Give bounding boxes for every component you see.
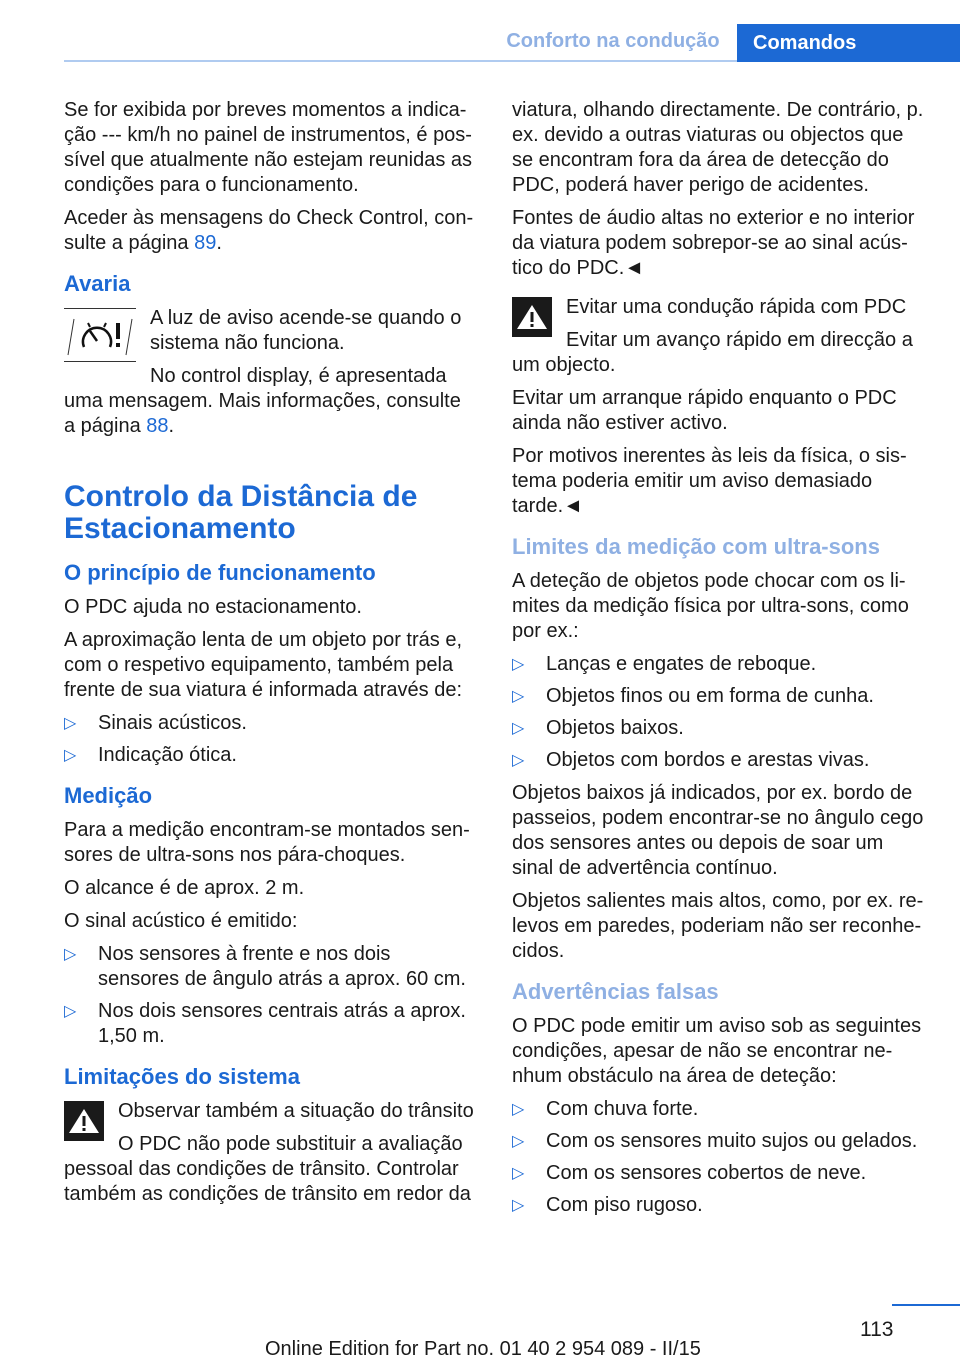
paragraph: A deteção de objetos pode chocar com os li-mites da medição física por ultra-sons, como por ex.: [512, 570, 909, 642]
paragraph: Para a medição encontram-se montados sen-sores de ultra-sons nos pára-choques. [64, 819, 470, 866]
list-item: ▷ Lanças e engates de reboque. [512, 653, 817, 675]
medicao-list [64, 942, 476, 1049]
page-number: 113 [860, 1318, 894, 1341]
heading-medicao: Medição [64, 783, 153, 808]
chapter-title: Controlo da Distância de Estacionamento [64, 480, 418, 545]
list-item: ▷ Nos dois sensores centrais atrás a aprox. 1,50 m. [64, 1000, 466, 1047]
bullet-triangle-icon: ▷ [512, 1101, 525, 1118]
limites-list [512, 652, 928, 773]
paragraph: No control display, é apresentada uma mensagem. Mais informações, consulte a página 88. [64, 365, 461, 437]
bullet-triangle-icon: ▷ [512, 1197, 525, 1214]
page-link-89[interactable]: 89 [194, 232, 217, 254]
pdc-warning-indicator-icon [64, 308, 136, 362]
list-item: ▷ Com os sensores muito sujos ou gelados. [512, 1130, 918, 1152]
avaria-icon-note: A luz de aviso acende-se quando o sistema não funciona. [150, 307, 462, 354]
heading-limites: Limites da medição com ultra-sons [512, 534, 880, 559]
bullet-triangle-icon: ▷ [512, 656, 525, 673]
warning-block [512, 295, 928, 386]
list-item: ▷ Com os sensores cobertos de neve. [512, 1162, 867, 1184]
list-item: ▷ Objetos com bordos e arestas vivas. [512, 749, 870, 771]
left-column [64, 98, 476, 1215]
paragraph: Por motivos inerentes às leis da física, o sis-tema poderia emitir um aviso demasiado tarde.◄ [512, 445, 907, 517]
warning-triangle-icon [64, 1101, 104, 1141]
header-chapter-tab: Comandos [737, 24, 960, 62]
bullet-triangle-icon: ▷ [64, 715, 77, 732]
bullet-triangle-icon: ▷ [512, 752, 525, 769]
bullet-triangle-icon: ▷ [512, 688, 525, 705]
heading-limitacoes: Limitações do sistema [64, 1064, 300, 1089]
avaria-block [64, 306, 476, 447]
paragraph: Objetos salientes mais altos, como, por ex. re-levos em paredes, poderiam não ser reconhe-cidos. [512, 890, 924, 962]
paragraph: O sinal acústico é emitido: [64, 910, 298, 932]
paragraph: Evitar um arranque rápido enquanto o PDC ainda não estiver activo. [512, 387, 897, 434]
footer-rule [892, 1304, 960, 1306]
principio-list [64, 711, 476, 768]
paragraph: O PDC ajuda no estacionamento. [64, 596, 362, 618]
falsas-list [512, 1097, 928, 1218]
bullet-triangle-icon: ▷ [64, 1003, 77, 1020]
heading-falsas: Advertências falsas [512, 979, 719, 1004]
paragraph: Fontes de áudio altas no exterior e no interior da viatura podem sobrepor-se ao sinal acús-tico do PDC.◄ [512, 207, 915, 279]
right-column [512, 98, 928, 1226]
warning-block [64, 1099, 476, 1215]
header-rule [64, 60, 960, 62]
list-item: ▷ Com chuva forte. [512, 1098, 699, 1120]
warning-title: Evitar uma condução rápida com PDC [566, 296, 907, 318]
paragraph: Aceder às mensagens do Check Control, con-sulte a página 89. [64, 207, 474, 254]
heading-avaria: Avaria [64, 271, 131, 296]
warning-body: Evitar um avanço rápido em direcção a um objecto. [512, 329, 913, 376]
page-link-88[interactable]: 88 [146, 415, 169, 437]
footer-edition: Online Edition for Part no. 01 40 2 954 089 - II/15 [265, 1338, 701, 1360]
list-item: ▷ Objetos finos ou em forma de cunha. [512, 685, 874, 707]
list-item: ▷ Com piso rugoso. [512, 1194, 703, 1216]
bullet-triangle-icon: ▷ [64, 747, 77, 764]
heading-principio: O princípio de funcionamento [64, 560, 376, 585]
bullet-triangle-icon: ▷ [512, 1165, 525, 1182]
warning-body: O PDC não pode substituir a avaliação pessoal das condições de trânsito. Controlar também as condições de trânsito em redor da [64, 1133, 471, 1205]
list-item: ▷ Nos sensores à frente e nos dois sensores de ângulo atrás a aprox. 60 cm. [64, 943, 466, 990]
warning-triangle-icon [512, 297, 552, 337]
list-item: ▷ Objetos baixos. [512, 717, 684, 739]
paragraph: A aproximação lenta de um objeto por trás e, com o respetivo equipamento, também pela frente de sua viatura é informada através de: [64, 629, 463, 701]
paragraph: O alcance é de aprox. 2 m. [64, 877, 305, 899]
paragraph: viatura, olhando directamente. De contrário, p. ex. devido a outras viaturas ou objectos que se encontram fora da área de detecção do PDC, poderá haver perigo de acidentes. [512, 99, 924, 196]
bullet-triangle-icon: ▷ [512, 720, 525, 737]
list-item: ▷ Sinais acústicos. [64, 712, 247, 734]
list-item: ▷ Indicação ótica. [64, 744, 237, 766]
bullet-triangle-icon: ▷ [512, 1133, 525, 1150]
paragraph: Objetos baixos já indicados, por ex. bordo de passeios, podem encontrar-se no ângulo cego dos sensores antes ou depois de soar um sinal de advertência contínuo. [512, 782, 924, 879]
bullet-triangle-icon: ▷ [64, 946, 77, 963]
paragraph: Se for exibida por breves momentos a indica-ção --- km/h no painel de instrumentos, é pos-sível que atualmente não estejam reunidas as condições para o funcionamento. [64, 99, 473, 196]
paragraph: O PDC pode emitir um aviso sob as seguintes condições, apesar de não se encontrar ne-nhum obstáculo na área de deteção: [512, 1015, 922, 1087]
warning-title: Observar também a situação do trânsito [118, 1100, 474, 1122]
header-section-title: Conforto na condução [506, 30, 720, 52]
